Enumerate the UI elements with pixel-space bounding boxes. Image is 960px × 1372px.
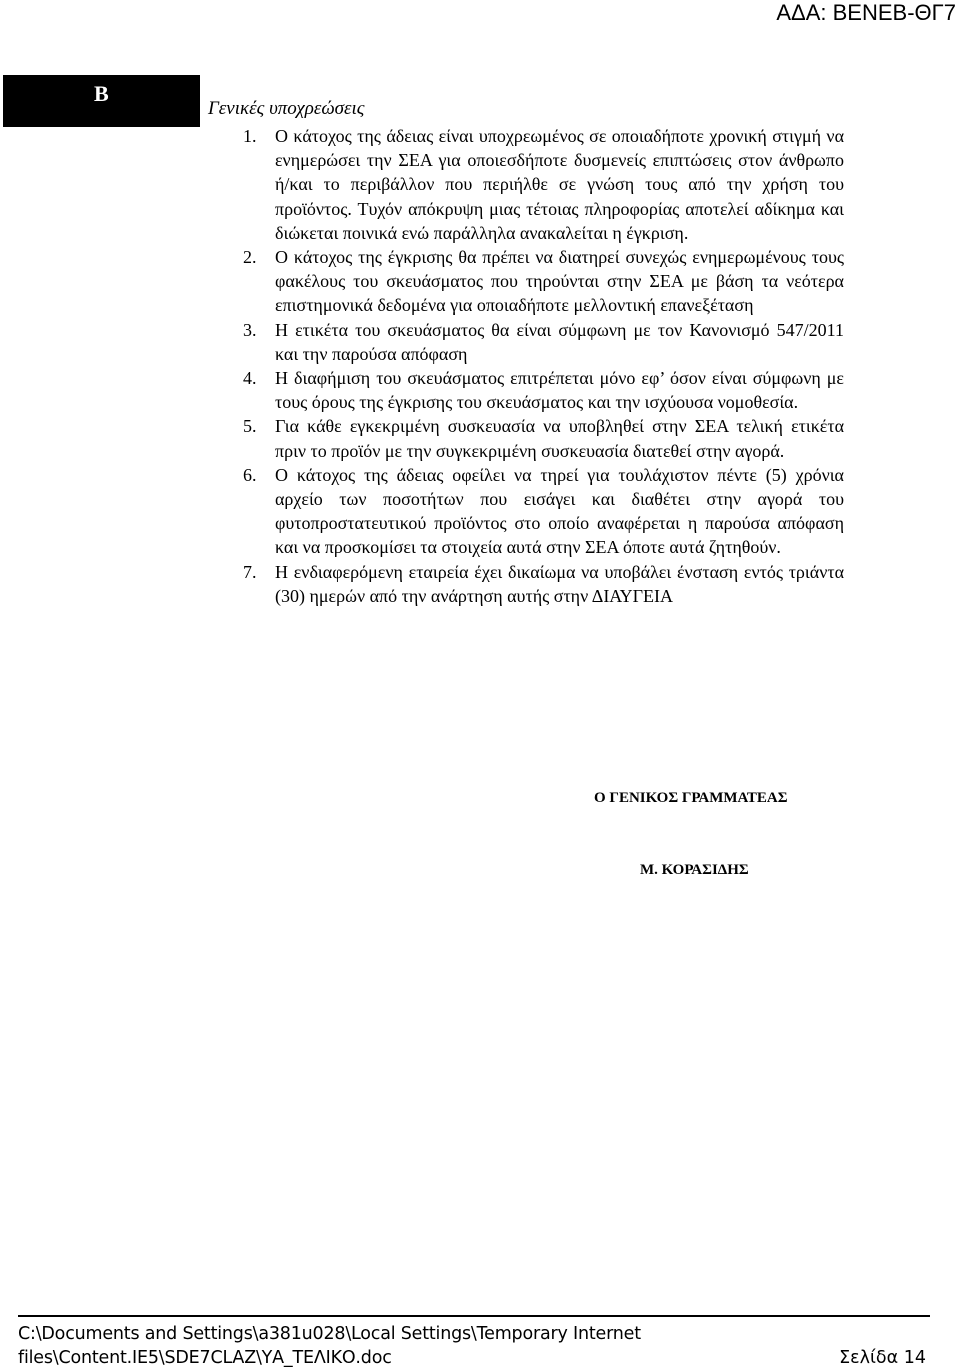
footer-path-line2: files\Content.IE5\SDE7CLAZ\ΥΑ_ΤΕΛΙΚΟ.doc — [18, 1348, 392, 1368]
list-item-text: Για κάθε εγκεκριμένη συσκευασία να υποβληθεί στην ΣΕΑ τελική ετικέτα πριν το προϊόν με την συγκεκριμένη συσκευασία διατεθεί στην αγορά. — [275, 416, 844, 461]
list-item-text: Η ετικέτα του σκευάσματος θα είναι σύμφωνη με τον Κανονισμό 547/2011 και την παρούσα απόφαση — [275, 319, 844, 364]
list-item-number: 5. — [243, 416, 257, 437]
list-item — [238, 318, 844, 366]
footer-path-line1: C:\Documents and Settings\a381u028\Local Settings\Temporary Internet — [18, 1324, 641, 1344]
list-item-number: 3. — [243, 319, 257, 340]
list-item-text: Ο κάτοχος της άδειας είναι υποχρεωμένος σε οποιαδήποτε χρονική στιγμή να ενημερώσει την ΣΕΑ για οποιεσδήποτε δυσμενείς επιπτώσεις στον άνθρωπο ή/και το περιβάλλον που περιήλθε σε γνώση τους από την χρήση του προϊόντος. Τυχόν απόκρυψη μιας τέτοιας πληροφορίας αποτελεί αδίκημα και διώκεται ποινικά ενώ παράλληλα ανακαλείται η έγκριση. — [275, 126, 844, 243]
section-title: Γενικές υποχρεώσεις — [208, 98, 365, 119]
list-item-number: 1. — [243, 126, 257, 146]
list-item-text: Ο κάτοχος της άδειας οφείλει να τηρεί για τουλάχιστον πέντε (5) χρόνια αρχείο των ποσοτήτων που εισάγει και διαθέτει στην αγορά του φυτοπροστατευτικού προϊόντος στο οποίο αναφέρεται η παρούσα απόφαση και να προσκομίσει τα στοιχεία αυτά στην ΣΕΑ όποτε αυτά ζητηθούν. — [275, 464, 844, 558]
list-item — [238, 245, 844, 318]
section-badge-letter: Β — [94, 81, 109, 106]
obligations-list — [238, 124, 844, 608]
signatory-role: Ο ΓΕΝΙΚΟΣ ΓΡΑΜΜΑΤΕΑΣ — [594, 790, 788, 806]
list-item-number: 6. — [243, 464, 257, 485]
list-item-number: 4. — [243, 368, 257, 389]
list-item — [238, 366, 844, 414]
footer-divider — [18, 1315, 930, 1317]
list-item-text: Η ενδιαφερόμενη εταιρεία έχει δικαίωμα να υποβάλει ένσταση εντός τριάντα (30) ημερών από την ανάρτηση αυτής στην ΔΙΑΥΓΕΙΑ — [275, 561, 844, 606]
page-number: Σελίδα 14 — [839, 1348, 926, 1368]
list-item-text: Η διαφήμιση του σκευάσματος επιτρέπεται μόνο εφ’ όσον είναι σύμφωνη με τους όρους της έγκρισης του σκευάσματος και την ισχύουσα νομοθεσία. — [275, 368, 844, 413]
list-item — [238, 560, 844, 608]
list-item — [238, 414, 844, 462]
signatory-name: Μ. ΚΟΡΑΣΙΔΗΣ — [640, 862, 749, 878]
list-item-number: 7. — [243, 561, 257, 582]
list-item — [238, 124, 844, 245]
list-item-number: 2. — [243, 247, 257, 268]
section-badge — [3, 75, 200, 127]
list-item-text: Ο κάτοχος της έγκρισης θα πρέπει να διατηρεί συνεχώς ενημερωμένους τους φακέλους του σκευάσματος που τηρούνται στην ΣΕΑ με βάση τα νεότερα επιστημονικά δεδομένα για οποιαδήποτε μελλοντική επανεξέταση — [275, 247, 844, 316]
ada-code: ΑΔΑ: ΒΕΝΕΒ-ΘΓ7 — [776, 0, 956, 25]
list-item — [238, 463, 844, 560]
